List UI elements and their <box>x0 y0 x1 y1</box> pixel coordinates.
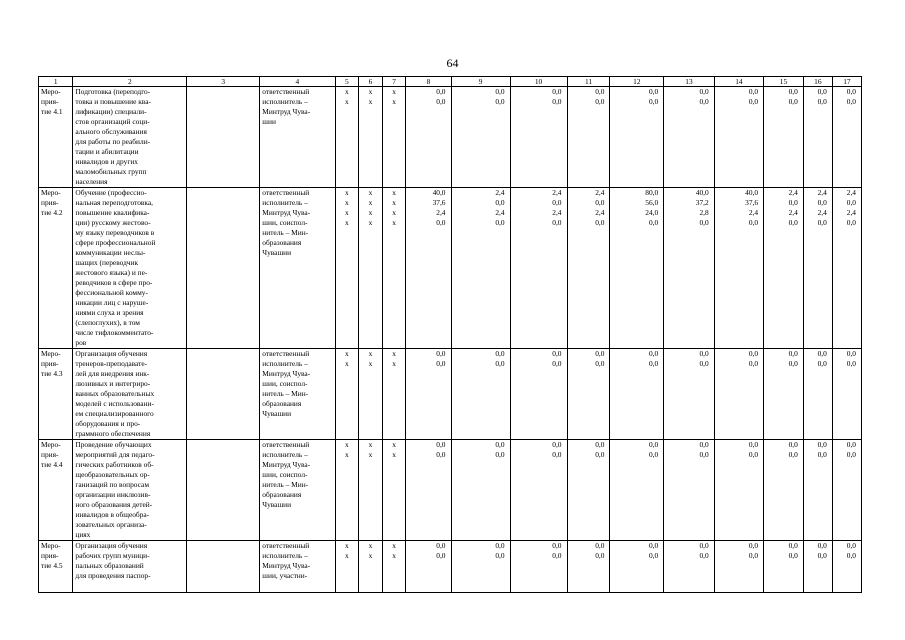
value-cell <box>832 349 861 440</box>
value-cell <box>406 87 451 188</box>
value-line: 0,0 <box>595 198 605 207</box>
value-line: 0,0 <box>595 87 605 96</box>
value-cell <box>406 440 451 541</box>
value-cell <box>664 349 714 440</box>
value-line: 0,0 <box>846 218 856 227</box>
value-line: 2,4 <box>495 188 505 197</box>
value-line: 2,4 <box>552 208 562 217</box>
value-line: 2,4 <box>552 188 562 197</box>
value-line: 0,0 <box>846 97 856 106</box>
value-line: 2,4 <box>788 188 798 197</box>
value-line: 0,0 <box>495 541 505 550</box>
value-cell <box>510 541 567 593</box>
value-line: x <box>344 87 349 96</box>
value-cell <box>714 440 763 541</box>
value-line: x <box>392 359 396 368</box>
value-line: 0,0 <box>595 440 605 449</box>
value-line: x <box>344 440 349 449</box>
column-number: 13 <box>664 77 714 87</box>
value-cell <box>803 188 832 349</box>
value-line: 0,0 <box>648 87 659 96</box>
value-line: x <box>344 188 349 197</box>
value-cell <box>335 349 359 440</box>
value-line: 0,0 <box>552 440 562 449</box>
value-line: 0,0 <box>817 450 827 459</box>
value-line: 0,0 <box>817 87 827 96</box>
value-cell <box>335 188 359 349</box>
column-3-cell <box>187 87 260 188</box>
value-cell <box>451 349 510 440</box>
value-line: 0,0 <box>495 440 505 449</box>
value-line: 0,0 <box>788 541 798 550</box>
value-cell <box>567 541 610 593</box>
value-line: 2,4 <box>846 208 856 217</box>
value-line: 0,0 <box>552 359 562 368</box>
value-line: 0,0 <box>817 440 827 449</box>
value-line: 0,0 <box>699 218 709 227</box>
value-line: 0,0 <box>788 440 798 449</box>
value-cell <box>803 349 832 440</box>
value-line: 0,0 <box>436 541 446 550</box>
column-number: 14 <box>714 77 763 87</box>
column-3-cell <box>187 440 260 541</box>
value-line: 0,0 <box>788 349 798 358</box>
value-line: 0,0 <box>817 359 827 368</box>
value-cell <box>567 440 610 541</box>
value-line: x <box>392 551 396 560</box>
value-line: 0,0 <box>748 551 759 560</box>
value-cell <box>359 188 383 349</box>
value-line: 0,0 <box>748 97 759 106</box>
value-line: 0,0 <box>748 218 759 227</box>
value-cell <box>382 87 406 188</box>
value-line: x <box>392 97 396 106</box>
activity-code: Меро- прия- тие 4.2 <box>39 188 73 349</box>
value-line: 0,0 <box>748 450 759 459</box>
column-3-cell <box>187 188 260 349</box>
value-line: 40,0 <box>695 188 709 197</box>
column-number: 11 <box>567 77 610 87</box>
value-line: 0,0 <box>699 87 709 96</box>
value-line: 0,0 <box>595 450 605 459</box>
value-line: x <box>392 198 396 207</box>
value-line: 0,0 <box>817 198 827 207</box>
column-number: 7 <box>382 77 406 87</box>
value-line: 2,4 <box>748 208 759 217</box>
value-line: 0,0 <box>495 97 505 106</box>
value-line: 0,0 <box>495 349 505 358</box>
value-line: x <box>368 450 373 459</box>
value-cell <box>764 541 804 593</box>
value-cell <box>610 349 664 440</box>
value-line: 0,0 <box>648 440 659 449</box>
value-cell <box>510 87 567 188</box>
value-line: 2,4 <box>817 188 827 197</box>
value-line: 0,0 <box>552 218 562 227</box>
value-line: 0,0 <box>495 450 505 459</box>
value-line: x <box>392 440 396 449</box>
value-cell <box>714 87 763 188</box>
value-line: x <box>392 218 396 227</box>
value-line: 0,0 <box>552 349 562 358</box>
value-line: 0,0 <box>436 349 446 358</box>
value-line: 0,0 <box>846 551 856 560</box>
value-line: 37,2 <box>695 198 709 207</box>
value-line: 56,0 <box>645 198 659 207</box>
value-cell <box>451 188 510 349</box>
value-line: x <box>344 208 349 217</box>
value-cell <box>764 440 804 541</box>
value-line: 0,0 <box>699 541 709 550</box>
value-line: 0,0 <box>648 97 659 106</box>
value-line: 0,0 <box>748 359 759 368</box>
value-cell <box>359 541 383 593</box>
value-cell <box>832 87 861 188</box>
column-number: 2 <box>73 77 187 87</box>
value-line: 0,0 <box>748 541 759 550</box>
activity-name: Организация обучения тренеров-преподавате- лей для внедрения инк- люзивных и интегриро- ванных образовательных моделей с использовани- ем специализированного оборудования и про- граммного обеспечения <box>73 349 187 440</box>
value-line: 0,0 <box>648 349 659 358</box>
value-cell <box>803 541 832 593</box>
column-number: 15 <box>764 77 804 87</box>
value-cell <box>714 541 763 593</box>
value-cell <box>664 188 714 349</box>
value-line: 0,0 <box>648 450 659 459</box>
column-number: 4 <box>260 77 335 87</box>
value-line: 0,0 <box>552 551 562 560</box>
value-line: 0,0 <box>436 359 446 368</box>
value-cell <box>382 188 406 349</box>
column-3-cell <box>187 349 260 440</box>
value-line: 0,0 <box>495 198 505 207</box>
value-line: 0,0 <box>846 440 856 449</box>
value-cell <box>664 440 714 541</box>
value-cell <box>832 440 861 541</box>
activity-code: Меро- прия- тие 4.3 <box>39 349 73 440</box>
value-cell <box>714 349 763 440</box>
value-cell <box>510 188 567 349</box>
value-cell <box>610 541 664 593</box>
value-line: 0,0 <box>748 440 759 449</box>
value-line: 2,4 <box>595 188 605 197</box>
value-cell <box>451 87 510 188</box>
value-line: x <box>392 208 396 217</box>
table-row <box>39 541 862 593</box>
executor-cell: ответственный исполнитель – Минтруд Чува- шии, соиспол- нитель – Мин- образования Чувашии <box>260 349 335 440</box>
value-line: x <box>368 188 373 197</box>
value-cell <box>406 188 451 349</box>
value-cell <box>359 349 383 440</box>
value-line: 0,0 <box>648 218 659 227</box>
value-cell <box>382 440 406 541</box>
value-line: 0,0 <box>552 97 562 106</box>
value-cell <box>510 440 567 541</box>
executor-cell: ответственный исполнитель – Минтруд Чува- шии <box>260 87 335 188</box>
value-line: x <box>368 349 373 358</box>
value-cell <box>406 541 451 593</box>
activity-name: Организация обучения рабочих групп муници- пальных образований для проведения паспор- <box>73 541 187 593</box>
value-cell <box>714 188 763 349</box>
executor-cell: ответственный исполнитель – Минтруд Чува- шии, соиспол- нитель – Мин- образования Чувашии <box>260 440 335 541</box>
value-cell <box>382 349 406 440</box>
value-cell <box>832 188 861 349</box>
column-number: 1 <box>39 77 73 87</box>
value-line: 0,0 <box>436 551 446 560</box>
value-cell <box>764 349 804 440</box>
value-cell <box>335 440 359 541</box>
value-line: 0,0 <box>846 450 856 459</box>
value-line: 40,0 <box>432 188 446 197</box>
value-line: 0,0 <box>788 218 798 227</box>
value-cell <box>451 440 510 541</box>
value-line: 0,0 <box>648 541 659 550</box>
value-line: 0,0 <box>788 97 798 106</box>
value-line: x <box>344 198 349 207</box>
value-line: 0,0 <box>436 97 446 106</box>
table-row <box>39 440 862 541</box>
column-number: 3 <box>187 77 260 87</box>
value-line: 0,0 <box>436 450 446 459</box>
value-cell <box>832 541 861 593</box>
table-row <box>39 87 862 188</box>
value-line: 37,6 <box>432 198 446 207</box>
value-line: 0,0 <box>846 198 856 207</box>
activity-code: Меро- прия- тие 4.4 <box>39 440 73 541</box>
value-line: x <box>368 208 373 217</box>
value-line: x <box>368 87 373 96</box>
value-cell <box>510 349 567 440</box>
value-line: 0,0 <box>552 450 562 459</box>
value-line: x <box>344 359 349 368</box>
value-line: 0,0 <box>595 359 605 368</box>
value-cell <box>406 349 451 440</box>
value-line: 0,0 <box>495 551 505 560</box>
value-line: 0,0 <box>846 87 856 96</box>
column-number-row <box>39 77 862 87</box>
value-line: x <box>344 551 349 560</box>
value-line: 2,4 <box>846 188 856 197</box>
value-line: 0,0 <box>748 87 759 96</box>
value-line: 0,0 <box>436 218 446 227</box>
value-line: 0,0 <box>495 87 505 96</box>
value-line: 0,0 <box>595 551 605 560</box>
value-line: 0,0 <box>817 218 827 227</box>
value-line: x <box>392 349 396 358</box>
value-line: 0,0 <box>552 198 562 207</box>
value-line: 0,0 <box>552 87 562 96</box>
activity-name: Подготовка (переподго- товка и повышение ква- лификации) специали- стов организаций соци- ального обслуживания для работы по реабили- тации и абилитации инвалидов и других маломобильных групп населения <box>73 87 187 188</box>
column-number: 10 <box>510 77 567 87</box>
value-line: x <box>368 218 373 227</box>
value-line: 0,0 <box>495 218 505 227</box>
value-cell <box>764 87 804 188</box>
value-line: 0,0 <box>748 349 759 358</box>
value-line: 0,0 <box>595 97 605 106</box>
value-line: x <box>392 541 396 550</box>
column-number: 12 <box>610 77 664 87</box>
value-cell <box>335 87 359 188</box>
value-cell <box>610 440 664 541</box>
table-row <box>39 349 862 440</box>
value-cell <box>610 87 664 188</box>
value-line: 0,0 <box>846 359 856 368</box>
value-cell <box>803 440 832 541</box>
activity-name: Обучение (профессио- нальная переподготовка, повышение квалифика- ции) русскому жестово- му языку переводчиков в сфере профессиональной коммуникации неслы- шащих (переводчик жестового языка) и пе- реводчиков в сфере про- фессиональной комму- никации лиц с наруше- ниями слуха и зрения (слепоглухих), в том числе тифлокомментато- ров <box>73 188 187 349</box>
value-line: 0,0 <box>552 541 562 550</box>
value-line: 0,0 <box>699 440 709 449</box>
table-row <box>39 188 862 349</box>
value-line: 0,0 <box>846 349 856 358</box>
value-line: 0,0 <box>699 97 709 106</box>
value-line: 0,0 <box>788 87 798 96</box>
value-line: x <box>344 97 349 106</box>
value-line: 0,0 <box>699 359 709 368</box>
value-line: x <box>392 87 396 96</box>
column-number: 8 <box>406 77 451 87</box>
value-line: x <box>344 450 349 459</box>
value-line: 2,4 <box>436 208 446 217</box>
value-cell <box>567 349 610 440</box>
value-cell <box>567 188 610 349</box>
value-line: 0,0 <box>595 218 605 227</box>
value-cell <box>610 188 664 349</box>
activity-code: Меро- прия- тие 4.5 <box>39 541 73 593</box>
value-line: x <box>368 359 373 368</box>
value-cell <box>359 87 383 188</box>
value-cell <box>803 87 832 188</box>
value-line: 0,0 <box>846 541 856 550</box>
value-line: 0,0 <box>648 551 659 560</box>
value-line: 0,0 <box>788 551 798 560</box>
value-line: 0,0 <box>436 87 446 96</box>
column-number: 17 <box>832 77 861 87</box>
value-line: x <box>368 97 373 106</box>
value-line: 0,0 <box>595 349 605 358</box>
value-line: 0,0 <box>788 198 798 207</box>
value-cell <box>567 87 610 188</box>
value-line: 0,0 <box>648 359 659 368</box>
value-line: 0,0 <box>699 551 709 560</box>
value-line: 0,0 <box>788 359 798 368</box>
program-table <box>38 76 862 593</box>
value-line: 0,0 <box>495 359 505 368</box>
value-line: 0,0 <box>817 349 827 358</box>
value-line: 2,4 <box>788 208 798 217</box>
value-line: 2,8 <box>699 208 709 217</box>
value-line: x <box>344 541 349 550</box>
value-line: 0,0 <box>595 541 605 550</box>
value-cell <box>382 541 406 593</box>
value-line: 24,0 <box>645 208 659 217</box>
value-line: 37,6 <box>745 198 759 207</box>
value-line: x <box>368 541 373 550</box>
column-number: 9 <box>451 77 510 87</box>
value-cell <box>451 541 510 593</box>
value-line: 0,0 <box>817 541 827 550</box>
value-cell <box>764 188 804 349</box>
value-line: 40,0 <box>745 188 759 197</box>
value-line: x <box>392 450 396 459</box>
executor-cell: ответственный исполнитель – Минтруд Чува- шии, участни- <box>260 541 335 593</box>
value-line: 0,0 <box>699 450 709 459</box>
page-number: 64 <box>446 56 459 70</box>
activity-code: Меро- прия- тие 4.1 <box>39 87 73 188</box>
value-line: x <box>368 198 373 207</box>
value-line: 2,4 <box>595 208 605 217</box>
column-3-cell <box>187 541 260 593</box>
column-number: 5 <box>335 77 359 87</box>
value-line: x <box>368 551 373 560</box>
column-number: 16 <box>803 77 832 87</box>
value-line: x <box>392 188 396 197</box>
value-line: 2,4 <box>495 208 505 217</box>
value-cell <box>335 541 359 593</box>
activity-name: Проведение обучающих мероприятий для педаго- гических работников об- щеобразовательных ор- ганизаций по вопросам организации инклюзив- ного образования детей- инвалидов в общеобра- зовательных организа- циях <box>73 440 187 541</box>
value-line: 0,0 <box>699 349 709 358</box>
value-cell <box>664 87 714 188</box>
value-line: 0,0 <box>788 450 798 459</box>
column-number: 6 <box>359 77 383 87</box>
value-cell <box>359 440 383 541</box>
value-line: x <box>368 440 373 449</box>
value-line: x <box>344 218 349 227</box>
value-cell <box>664 541 714 593</box>
value-line: 0,0 <box>817 551 827 560</box>
value-line: 0,0 <box>817 97 827 106</box>
executor-cell: ответственный исполнитель – Минтруд Чува- шии, соиспол- нитель – Мин- образования Чувашии <box>260 188 335 349</box>
value-line: 2,4 <box>817 208 827 217</box>
value-line: 80,0 <box>645 188 659 197</box>
value-line: x <box>344 349 349 358</box>
value-line: 0,0 <box>436 440 446 449</box>
